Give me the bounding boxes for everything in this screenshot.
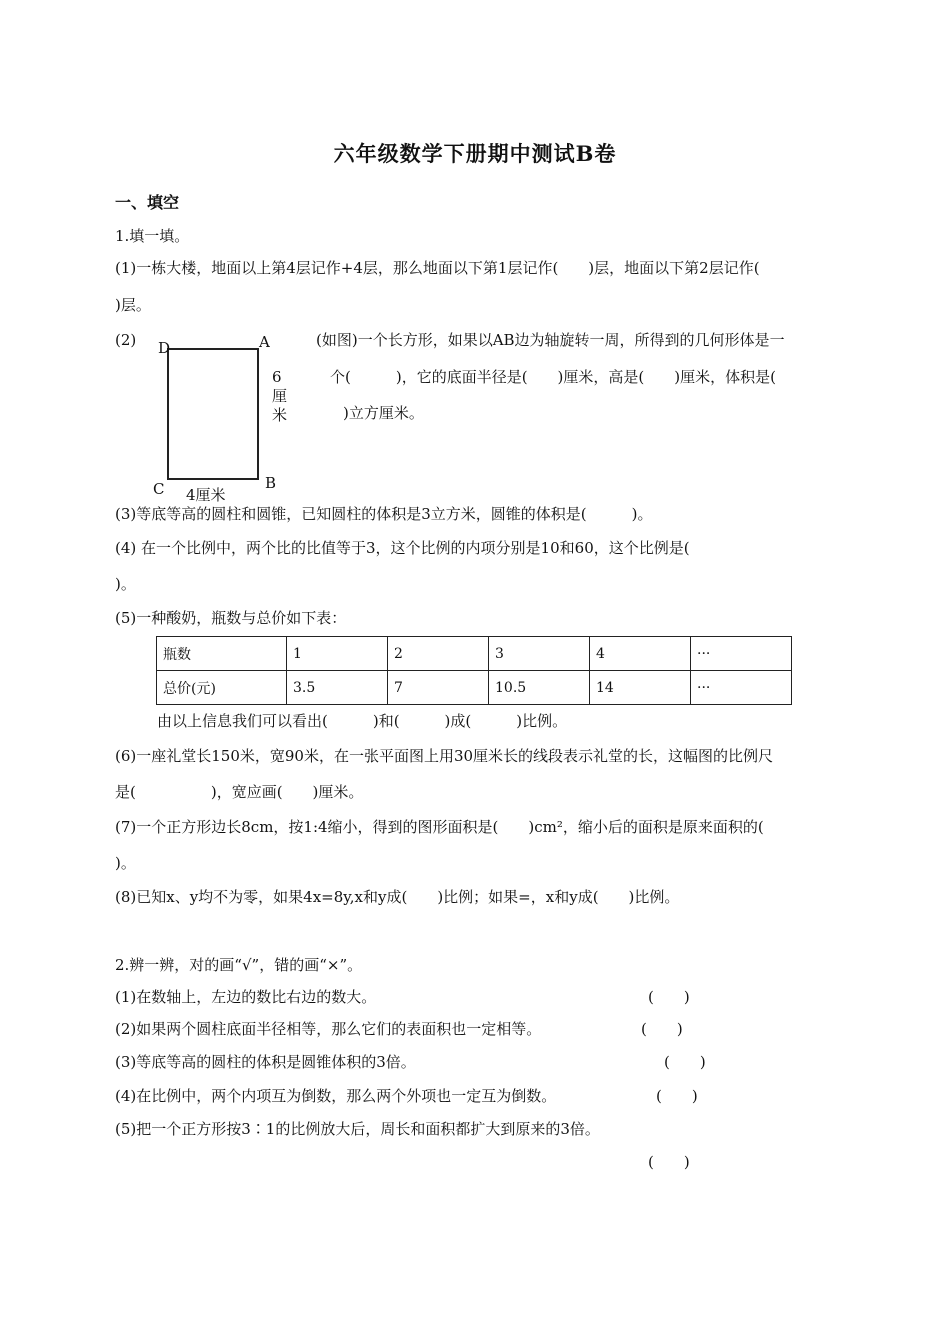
- q1-part4-line2: )。: [115, 575, 136, 593]
- table-cell: 10.5: [489, 671, 590, 705]
- q2-item-3: (3)等底等高的圆柱的体积是圆锥体积的3倍。: [115, 1053, 416, 1071]
- vertex-d-label: D: [158, 339, 171, 357]
- q1-part2-line1: (如图)一个长方形，如果以AB边为轴旋转一周，所得到的几何形体是一: [316, 331, 785, 349]
- vertex-c-label: C: [153, 480, 165, 498]
- q1-part7-line2: )。: [115, 854, 136, 872]
- question-2-heading: 2.辨一辨，对的画“√”，错的画“×”。: [115, 956, 363, 974]
- vertex-b-label: B: [265, 474, 277, 492]
- q1-part1-line2: )层。: [115, 296, 151, 314]
- q1-part7-line1: (7)一个正方形边长8cm，按1:4缩小，得到的图形面积是( )cm²，缩小后的面积是原来面积的(: [115, 818, 764, 836]
- question-1-heading: 1.填一填。: [115, 227, 190, 245]
- q1-part1-line1: (1)一栋大楼，地面以上第4层记作+4层，那么地面以下第1层记作( )层，地面以下第2层记作(: [115, 259, 760, 277]
- table-cell: 14: [590, 671, 691, 705]
- q1-part5-after: 由以上信息我们可以看出( )和( )成( )比例。: [157, 712, 568, 730]
- section-heading: 一、填空: [115, 193, 180, 212]
- price-table: [156, 636, 792, 705]
- height-unit-label-1: 厘: [272, 387, 288, 405]
- vertex-a-label: A: [259, 333, 270, 351]
- table-cell: 4: [590, 637, 691, 671]
- q2-item-4: (4)在比例中，两个内项互为倒数，那么两个外项也一定互为倒数。: [115, 1087, 557, 1105]
- q1-part5: (5)一种酸奶，瓶数与总价如下表：: [115, 609, 347, 627]
- q2-item-4-blank[interactable]: ( ): [656, 1087, 698, 1105]
- q1-part3: (3)等底等高的圆柱和圆锥，已知圆柱的体积是3立方米，圆锥的体积是( )。: [115, 505, 653, 523]
- table-row: [157, 637, 792, 671]
- table-cell: 1: [287, 637, 388, 671]
- table-cell: 3.5: [287, 671, 388, 705]
- q2-item-1-blank[interactable]: ( ): [648, 988, 690, 1006]
- q2-item-1: (1)在数轴上，左边的数比右边的数大。: [115, 988, 377, 1006]
- q1-part8: (8)已知x、y均不为零，如果4x=8y,x和y成( )比例；如果=，x和y成( )比例。: [115, 888, 680, 906]
- q1-part2-number: (2): [115, 331, 137, 349]
- table-cell: 3: [489, 637, 590, 671]
- table-cell: 瓶数: [157, 637, 287, 671]
- table-cell: 总价(元): [157, 671, 287, 705]
- q1-part2-line2: 个( )，它的底面半径是( )厘米，高是( )厘米，体积是(: [330, 368, 776, 386]
- q2-item-5: (5)把一个正方形按3∶1的比例放大后，周长和面积都扩大到原来的3倍。: [115, 1120, 600, 1138]
- q1-part4-line1: (4) 在一个比例中，两个比的比值等于3，这个比例的内项分别是10和60，这个比例是(: [115, 539, 690, 557]
- table-row: [157, 671, 792, 705]
- q2-item-5-blank[interactable]: ( ): [648, 1153, 690, 1171]
- q1-part2-line3: )立方厘米。: [343, 404, 424, 422]
- q2-item-2: (2)如果两个圆柱底面半径相等，那么它们的表面积也一定相等。: [115, 1020, 542, 1038]
- height-unit-label-2: 米: [272, 406, 288, 424]
- width-label: 4厘米: [186, 486, 226, 504]
- table-cell: 2: [388, 637, 489, 671]
- q2-item-3-blank[interactable]: ( ): [664, 1053, 706, 1071]
- q1-part6-line1: (6)一座礼堂长150米，宽90米，在一张平面图上用30厘米长的线段表示礼堂的长，这幅图的比例尺: [115, 747, 774, 765]
- q1-part6-line2: 是( )，宽应画( )厘米。: [115, 783, 364, 801]
- height-number-label: 6: [272, 368, 282, 386]
- table-cell: 7: [388, 671, 489, 705]
- table-cell: ···: [691, 637, 792, 671]
- rectangle-shape: [167, 348, 259, 480]
- page-title: 六年级数学下册期中测试B卷: [333, 141, 617, 166]
- q2-item-2-blank[interactable]: ( ): [641, 1020, 683, 1038]
- table-cell: ···: [691, 671, 792, 705]
